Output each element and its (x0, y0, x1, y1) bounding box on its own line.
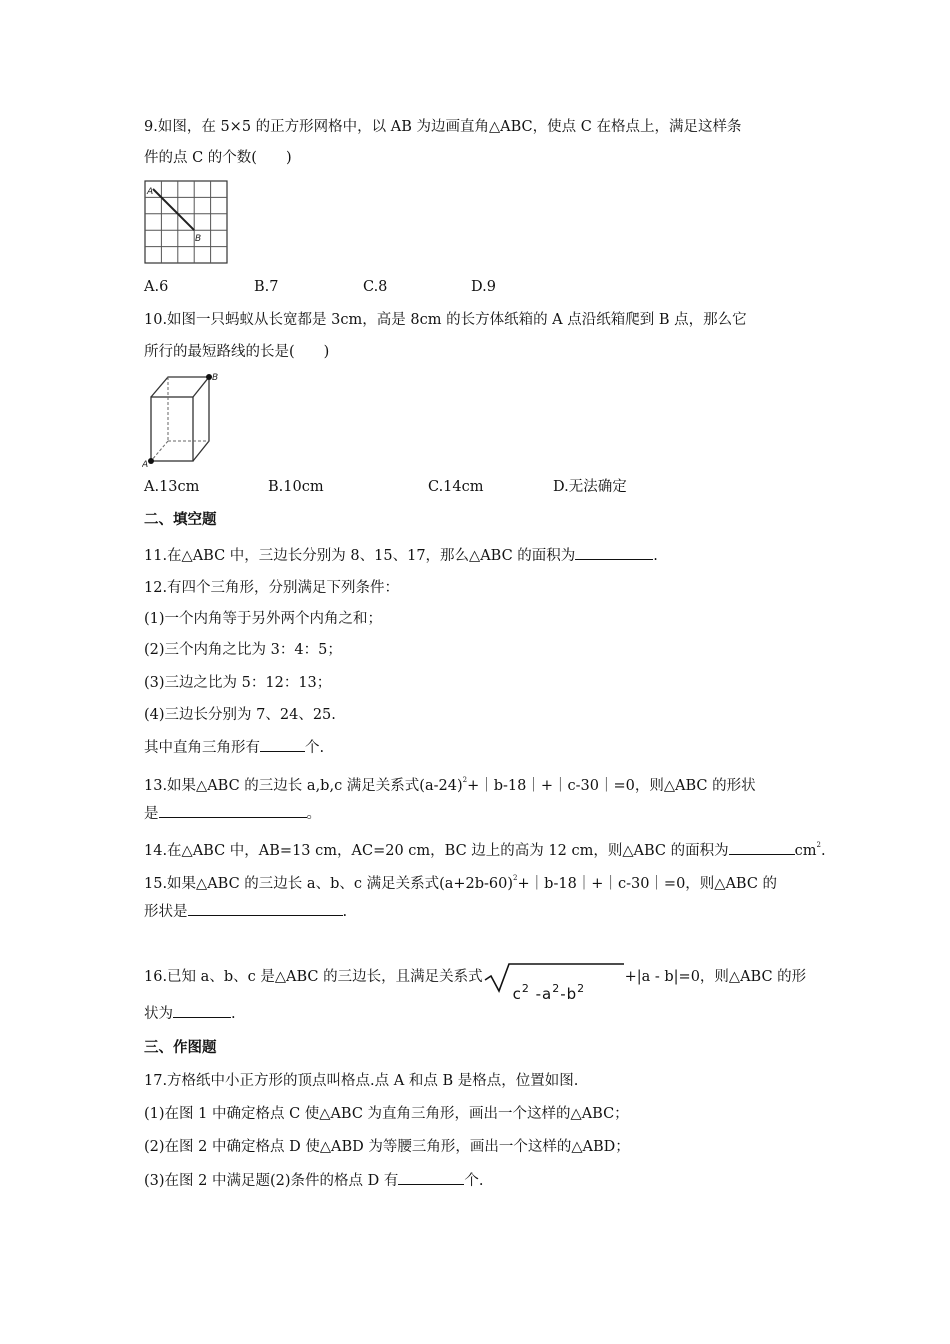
q13-line1: 13.如果△ABC 的三边长 a,b,c 满足关系式$(a-24)^2+|b-18|+|c-30|=0$，则△ABC 的形状 (144, 776, 756, 794)
segment-ab (153, 189, 194, 230)
q11-text: 11.在△ABC 中，三边长分别为 8、15、17，那么△ABC 的面积为 (144, 548, 576, 564)
q10-box-figure (142, 371, 220, 469)
point-a-label: A (147, 187, 154, 197)
q12-condition-1: (1)一个内角等于另外两个内角之和； (144, 611, 383, 627)
q14-answer-blank[interactable] (729, 840, 795, 855)
q13-answer-blank[interactable] (159, 803, 307, 818)
q16-sqrt-expression: $c^2$ $-a^2-b^2$ (483, 962, 625, 992)
q12-last: 其中直角三角形有 个. (144, 737, 324, 758)
q17-part-3: (3)在图 2 中满足题(2)条件的格点 D 有 个. (144, 1170, 483, 1191)
q9-option-d[interactable]: D.9 (471, 279, 496, 295)
q14: 14.在△ABC 中，AB=13 cm，AC=20 cm，BC 边上的高为 12 cm，则△ABC 的面积为 $cm^2$. (144, 841, 826, 859)
q16-line2: 状为 . (144, 1003, 236, 1024)
q9-line1: 9.如图，在 5×5 的正方形网格中，以 AB 为边画直角△ABC，使点 C 在格点上，满足这样条 (144, 119, 742, 135)
point-b-label: B (212, 373, 219, 383)
q12-answer-blank[interactable] (260, 737, 305, 752)
q10-line2: 所行的最短路线的长是( ) (144, 344, 330, 360)
q11: 11.在△ABC 中，三边长分别为 8、15、17，那么△ABC 的面积为 . (144, 545, 658, 566)
q10-option-d[interactable]: D.无法确定 (553, 479, 627, 495)
q15-answer-blank[interactable] (188, 901, 343, 916)
q13-line2: 是 。 (144, 803, 321, 824)
q9-line2: 件的点 C 的个数( ) (144, 150, 292, 166)
point-a-label: A (142, 460, 149, 469)
q16-answer-blank[interactable] (173, 1003, 231, 1018)
q9-option-a[interactable]: A.6 (144, 279, 169, 295)
q10-option-c[interactable]: C.14cm (428, 479, 484, 495)
q10-option-a[interactable]: A.13cm (144, 479, 200, 495)
q10-option-b[interactable]: B.10cm (268, 479, 324, 495)
q17-part-2: (2)在图 2 中确定格点 D 使△ABD 为等腰三角形，画出一个这样的△ABD； (144, 1139, 630, 1155)
q10-line1: 10.如图一只蚂蚁从长宽都是 3cm，高是 8cm 的长方体纸箱的 A 点沿纸箱爬到 B 点，那么它 (144, 312, 747, 328)
q17-part-1: (1)在图 1 中确定格点 C 使△ABC 为直角三角形，画出一个这样的△ABC； (144, 1106, 629, 1122)
q15-line2: 形状是 . (144, 901, 347, 922)
q9-grid-figure (144, 180, 230, 266)
q11-answer-blank[interactable] (575, 545, 653, 560)
q12-condition-4: (4)三边长分别为 7、24、25. (144, 707, 336, 723)
q12-line1: 12.有四个三角形，分别满足下列条件： (144, 580, 400, 596)
q12-condition-3: (3)三边之比为 5：12：13； (144, 675, 332, 691)
q17-answer-blank[interactable] (398, 1170, 464, 1185)
q17-line1: 17.方格纸中小正方形的顶点叫格点.点 A 和点 B 是格点，位置如图. (144, 1073, 579, 1089)
q16-line1: 16.已知 a、b、c 是△ABC 的三边长，且满足关系式 $c^2$ $-a^2-b^2$ +|a - b|=0，则△ABC 的形 (144, 960, 806, 994)
section-fill-in-heading: 二、填空题 (144, 512, 217, 528)
q15-line1: 15.如果△ABC 的三边长 a、b、c 满足关系式$(a+2b-60)^2+|b-18|+|c-30|=0$，则△ABC 的 (144, 874, 778, 892)
point-a-dot (148, 458, 154, 464)
section-drawing-heading: 三、作图题 (144, 1040, 217, 1056)
q12-condition-2: (2)三个内角之比为 3：4：5； (144, 642, 342, 658)
q9-option-c[interactable]: C.8 (363, 279, 388, 295)
point-b-label: B (195, 234, 202, 244)
q9-option-b[interactable]: B.7 (254, 279, 279, 295)
